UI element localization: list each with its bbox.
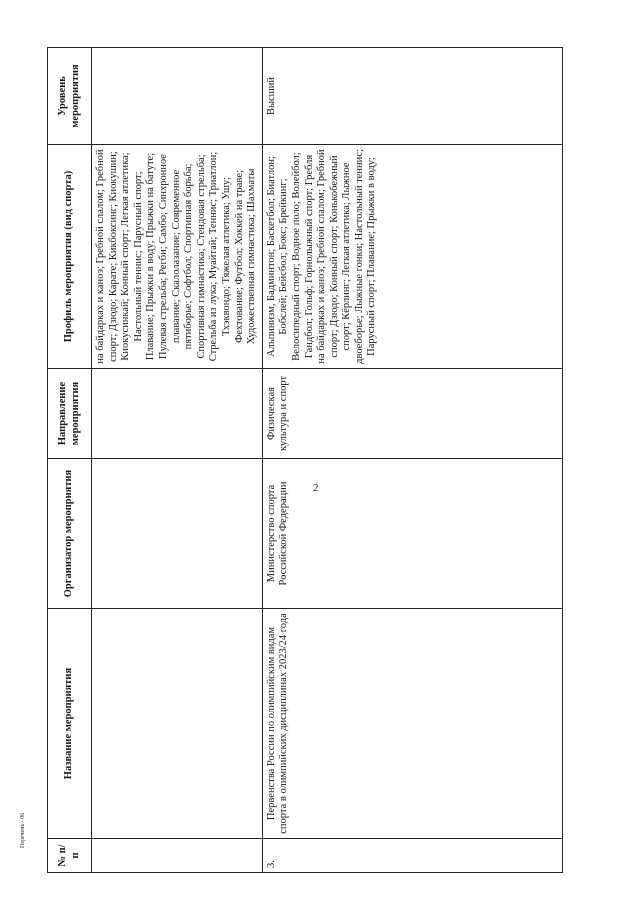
cell-name (92, 609, 263, 839)
cell-organizer (92, 459, 263, 609)
cell-num: 3. (262, 839, 562, 873)
header-num: № п/п (48, 839, 92, 873)
table-header-row (48, 48, 92, 873)
header-direction: Направление мероприятия (48, 369, 92, 459)
table-row (262, 48, 562, 873)
cell-profile: на байдарках и каноэ; Гребной слалом; Гребной спорт; Дзюдо; Карате; Кикбоксинг; Киокушин; Киокусинкай; Конный спорт; Легкая атлетика; Настольный теннис; Парусный спорт; Плавание; Прыжки в воду; Прыжки на батуте; Пулевая стрельба; Регби; Самбо; Синхронное плавание; Скалолазание; Современное пятиборье; Софтбол; Спортивная борьба; Спортивная гимнастика; Стендовая стрельба; Стрельба из лука; Муайтай; Теннис; Триатлон; Тхэквондо; Тяжелая атлетика; Ушу; Фехтование; Футбол; Хоккей на траве; Художественная гимнастика; Шахматы (92, 145, 263, 369)
cell-direction: Физическая культура и спорт (262, 369, 562, 459)
header-profile: Профиль мероприятия (вид спорта) (48, 145, 92, 369)
header-name: Название мероприятия (48, 609, 92, 839)
cell-num (92, 839, 263, 873)
footer-note: Перечень - 06 (20, 812, 26, 848)
cell-direction (92, 369, 263, 459)
header-level: Уровень мероприятия (48, 48, 92, 145)
events-table (47, 47, 563, 873)
cell-organizer: Министерство спорта Российской Федерации (262, 459, 562, 609)
header-organizer: Организатор мероприятия (48, 459, 92, 609)
cell-level: Высший (262, 48, 562, 145)
table-row (92, 48, 263, 873)
events-table-rotated (47, 48, 537, 873)
page-number: 2 (313, 482, 319, 494)
cell-level (92, 48, 263, 145)
cell-profile: Альпинизм, Бадминтон; Баскетбол; Биатлон; Бобслей; Бейсбол; Бокс; Брейкинг; Велосипедный спорт; Водное поло; Волейбол; Гандбол; Гольф; Горнолыжный спорт; Гребля на байдарках и каноэ; Гребной слалом; Гребной спорт; Дзюдо; Конный спорт; Конькобежный спорт; Кёрлинг; Легкая атлетика; Лыжное двоеборье; Лыжные гонки; Настольный теннис; Парусный спорт; Плавание; Прыжки в воду; (262, 145, 562, 369)
cell-name: Первенства России по олимпийским видам спорта в олимпийских дисциплинах 2023/24 года (262, 609, 562, 839)
